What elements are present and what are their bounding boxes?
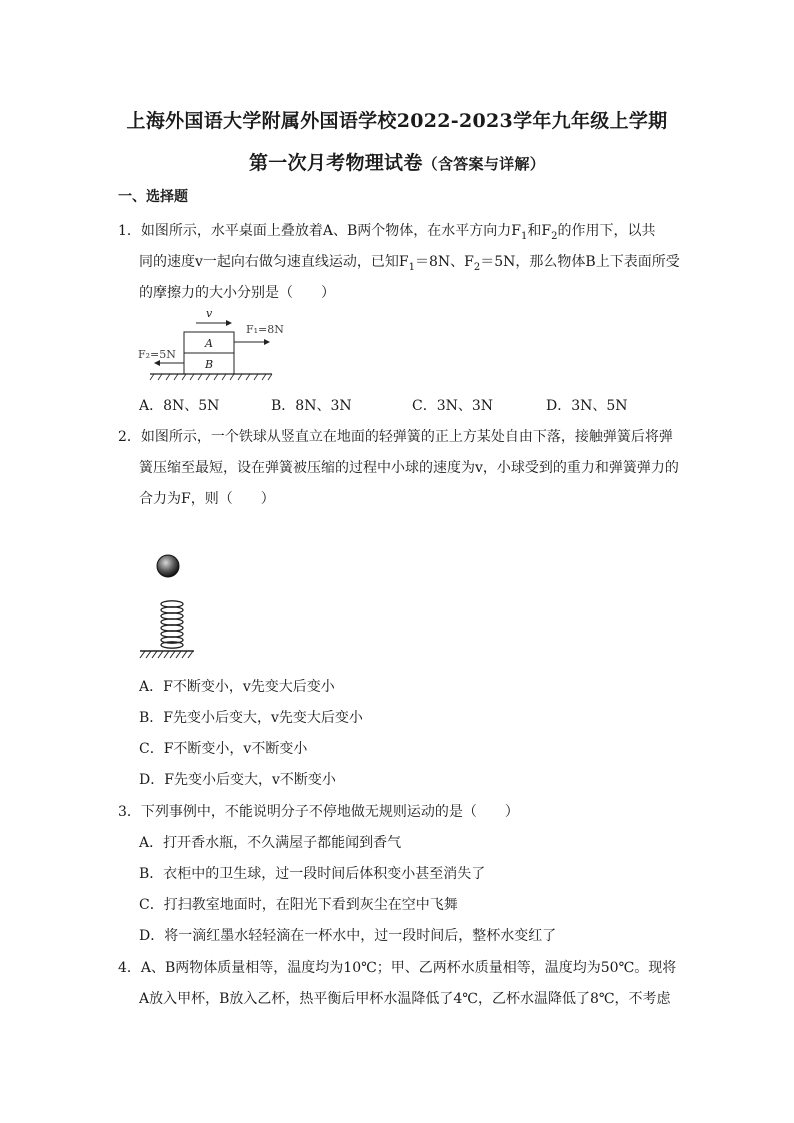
q1-option-d[interactable]: D．3N、5N xyxy=(546,398,628,414)
spring xyxy=(161,601,183,648)
q2-line3: 合力为F，则（ ） xyxy=(139,491,275,507)
q4-line1: 4．A、B两物体质量相等，温度均为10℃；甲、乙两杯水质量相等，温度均为50℃。现将 xyxy=(118,960,677,976)
q4-line2: A放入甲杯，B放入乙杯，热平衡后甲杯水温降低了4℃，乙杯水温降低了8℃，不考虑 xyxy=(139,991,671,1007)
q3-option-b[interactable]: B．衣柜中的卫生球，过一段时间后体积变小甚至消失了 xyxy=(139,866,486,882)
q1-option-c[interactable]: C．3N、3N xyxy=(412,398,494,414)
q3-option-c[interactable]: C．打扫教室地面时，在阳光下看到灰尘在空中飞舞 xyxy=(139,897,458,913)
q2-option-a[interactable]: A．F不断变小，v先变大后变小 xyxy=(139,679,335,695)
velocity-label: v xyxy=(206,307,213,320)
q1-line1: 1．如图所示，水平桌面上叠放着A、B两个物体，在水平方向力$F_1$和$F_2$的作用下，以共 xyxy=(118,223,656,242)
q1-option-a[interactable]: A．8N、5N xyxy=(139,398,220,414)
iron-ball xyxy=(157,555,179,577)
q2-ball-spring-figure xyxy=(136,550,196,662)
section-heading: 一、选择题 xyxy=(118,189,188,205)
q1-line3: 的摩擦力的大小分别是（ ） xyxy=(139,285,335,301)
svg-text:B: B xyxy=(204,358,214,371)
exam-title-line2 xyxy=(0,148,794,175)
exam-title-main: 第一次月考物理试卷 xyxy=(248,152,423,174)
q1-block-figure xyxy=(130,303,310,385)
q2-line2: 簧压缩至最短，设在弹簧被压缩的过程中小球的速度为v，小球受到的重力和弹簧弹力的 xyxy=(139,460,679,476)
q1-line2: 同的速度v一起向右做匀速直线运动，已知$F_1=8N$、$F_2=5N$，那么物体B上下表面所受 xyxy=(139,254,680,273)
exam-title-subtitle: （含答案与详解） xyxy=(422,155,546,173)
f2-label: F₂=5N xyxy=(138,348,176,361)
q3-option-a[interactable]: A．打开香水瓶，不久满屋子都能闻到香气 xyxy=(139,835,402,851)
f1-label: F₁=8N xyxy=(246,323,284,336)
q2-option-d[interactable]: D．F先变小后变大，v不断变小 xyxy=(139,772,336,788)
exam-title-line1: 上海外国语大学附属外国语学校2022-2023学年九年级上学期 xyxy=(126,110,668,132)
q2-line1: 2．如图所示，一个铁球从竖直立在地面的轻弹簧的正上方某处自由下落，接触弹簧后将弹 xyxy=(118,429,673,445)
q1-option-b[interactable]: B．8N、3N xyxy=(271,398,352,414)
svg-text:A: A xyxy=(205,337,213,350)
q2-option-c[interactable]: C．F不断变小，v不断变小 xyxy=(139,741,308,757)
q3-option-d[interactable]: D．将一滴红墨水轻轻滴在一杯水中，过一段时间后，整杯水变红了 xyxy=(139,928,557,944)
q3-line1: 3．下列事例中，不能说明分子不停地做无规则运动的是（ ） xyxy=(118,804,519,820)
q2-option-b[interactable]: B．F先变小后变大，v先变大后变小 xyxy=(139,710,363,726)
